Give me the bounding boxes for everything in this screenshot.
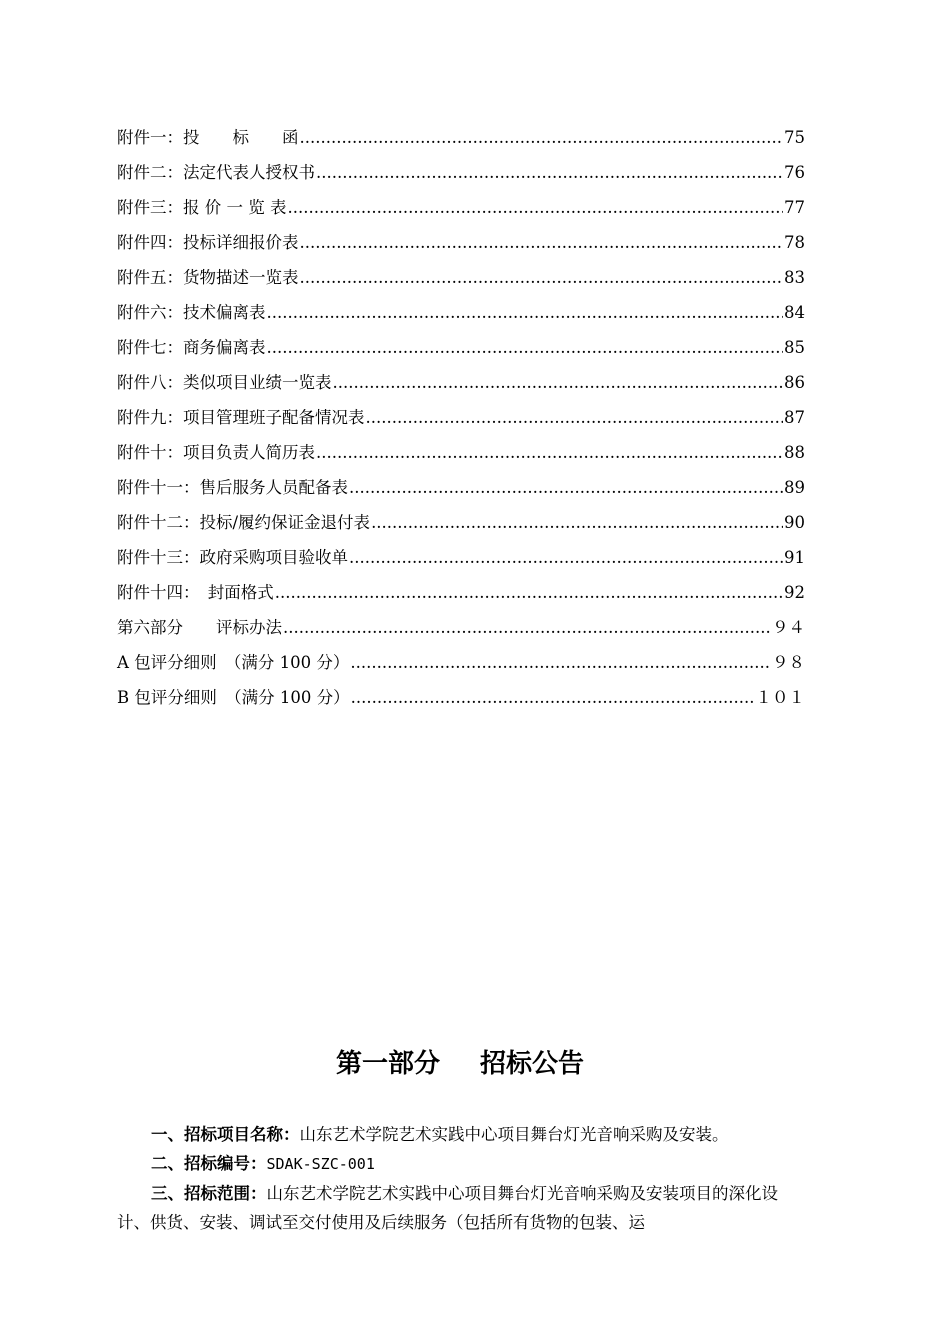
- toc-entry[interactable]: [117, 684, 805, 719]
- toc-entry[interactable]: [117, 649, 805, 684]
- toc-leader-dots: [351, 688, 755, 707]
- toc-entry[interactable]: [117, 439, 805, 474]
- toc-entry[interactable]: [117, 544, 805, 579]
- toc-entry[interactable]: [117, 369, 805, 404]
- toc-entry[interactable]: [117, 159, 805, 194]
- toc-leader-dots: [350, 653, 771, 672]
- toc-entry[interactable]: [117, 334, 805, 369]
- announcement-body: [117, 1120, 807, 1237]
- toc-leader-dots: [316, 443, 783, 462]
- toc-leader-dots: [283, 618, 771, 637]
- paragraph-project-name: [117, 1120, 807, 1149]
- toc-leader-dots: [300, 128, 784, 147]
- table-of-contents: [117, 124, 805, 719]
- toc-entry[interactable]: [117, 124, 805, 159]
- toc-entry-label: 附件六：技术偏离表: [117, 303, 266, 322]
- toc-entry[interactable]: [117, 404, 805, 439]
- toc-entry-label: 附件八：类似项目业绩一览表: [117, 373, 332, 392]
- toc-entry-page: 91: [784, 548, 805, 567]
- toc-entry[interactable]: [117, 579, 805, 614]
- toc-entry-label: 附件五：货物描述一览表: [117, 268, 299, 287]
- toc-entry[interactable]: [117, 614, 805, 649]
- toc-entry-page: 76: [784, 163, 805, 182]
- toc-entry-label: 附件九：项目管理班子配备情况表: [117, 408, 365, 427]
- toc-leader-dots: [275, 583, 783, 602]
- paragraph-label: 一、招标项目名称：: [151, 1125, 300, 1144]
- toc-entry-label: 附件七：商务偏离表: [117, 338, 266, 357]
- toc-entry[interactable]: [117, 509, 805, 544]
- toc-entry-page: 84: [784, 303, 805, 322]
- toc-leader-dots: [349, 478, 783, 497]
- toc-entry-page: 88: [784, 443, 805, 462]
- toc-entry-label: 附件十四： 封面格式: [117, 583, 274, 602]
- toc-entry-page: １０１: [755, 688, 805, 707]
- toc-leader-dots: [287, 198, 783, 217]
- paragraph-tender-number: [117, 1149, 807, 1179]
- toc-entry-page: 75: [784, 128, 805, 147]
- toc-entry-label: 附件一：投 标 函: [117, 128, 299, 147]
- paragraph-text: SDAK-SZC-001: [266, 1155, 375, 1173]
- toc-entry-label: 附件十三：政府采购项目验收单: [117, 548, 348, 567]
- toc-leader-dots: [300, 233, 784, 252]
- toc-leader-dots: [349, 548, 783, 567]
- paragraph-text: 山东艺术学院艺术实践中心项目舞台灯光音响采购及安装。: [299, 1125, 729, 1144]
- toc-entry-label: 附件三：报 价 一 览 表: [117, 198, 287, 217]
- toc-entry-page: 87: [784, 408, 805, 427]
- toc-entry-label: 附件四：投标详细报价表: [117, 233, 299, 252]
- toc-entry-page: 83: [784, 268, 805, 287]
- toc-entry[interactable]: [117, 474, 805, 509]
- toc-entry-page: 86: [784, 373, 805, 392]
- paragraph-text: 山东艺术学院艺术实践中心项目舞台灯光音响采购及安装项目的深化设计、供货、安装、调试至交付使用及后续服务（包括所有货物的包装、运: [117, 1184, 778, 1232]
- section-part: 第一部分: [335, 1049, 440, 1079]
- paragraph-tender-scope: [117, 1179, 807, 1237]
- toc-entry-label: 附件十：项目负责人简历表: [117, 443, 315, 462]
- toc-leader-dots: [316, 163, 783, 182]
- toc-entry[interactable]: [117, 229, 805, 264]
- toc-leader-dots: [366, 408, 784, 427]
- toc-entry-label: 附件十一：售后服务人员配备表: [117, 478, 348, 497]
- toc-entry[interactable]: [117, 299, 805, 334]
- toc-entry[interactable]: [117, 194, 805, 229]
- toc-entry-label: A 包评分细则 （满分 100 分）: [117, 653, 350, 672]
- toc-entry-page: ９８: [772, 653, 805, 672]
- toc-entry-page: 85: [784, 338, 805, 357]
- toc-leader-dots: [267, 338, 784, 357]
- toc-entry[interactable]: [117, 264, 805, 299]
- toc-entry-page: 78: [784, 233, 805, 252]
- toc-entry-page: 77: [784, 198, 805, 217]
- toc-entry-page: 90: [784, 513, 805, 532]
- toc-entry-label: 附件十二：投标/履约保证金退付表: [117, 513, 371, 532]
- toc-entry-page: 92: [784, 583, 805, 602]
- toc-entry-page: ９４: [772, 618, 805, 637]
- toc-entry-page: 89: [784, 478, 805, 497]
- section-title: 招标公告: [480, 1049, 585, 1079]
- toc-entry-label: 第六部分 评标办法: [117, 618, 282, 637]
- paragraph-label: 二、招标编号：: [151, 1154, 267, 1173]
- toc-leader-dots: [267, 303, 784, 322]
- paragraph-label: 三、招标范围：: [151, 1184, 267, 1203]
- toc-leader-dots: [333, 373, 784, 392]
- toc-leader-dots: [300, 268, 784, 287]
- toc-entry-label: B 包评分细则 （满分 100 分）: [117, 688, 350, 707]
- section-heading: [0, 1043, 920, 1080]
- toc-leader-dots: [371, 513, 783, 532]
- toc-entry-label: 附件二：法定代表人授权书: [117, 163, 315, 182]
